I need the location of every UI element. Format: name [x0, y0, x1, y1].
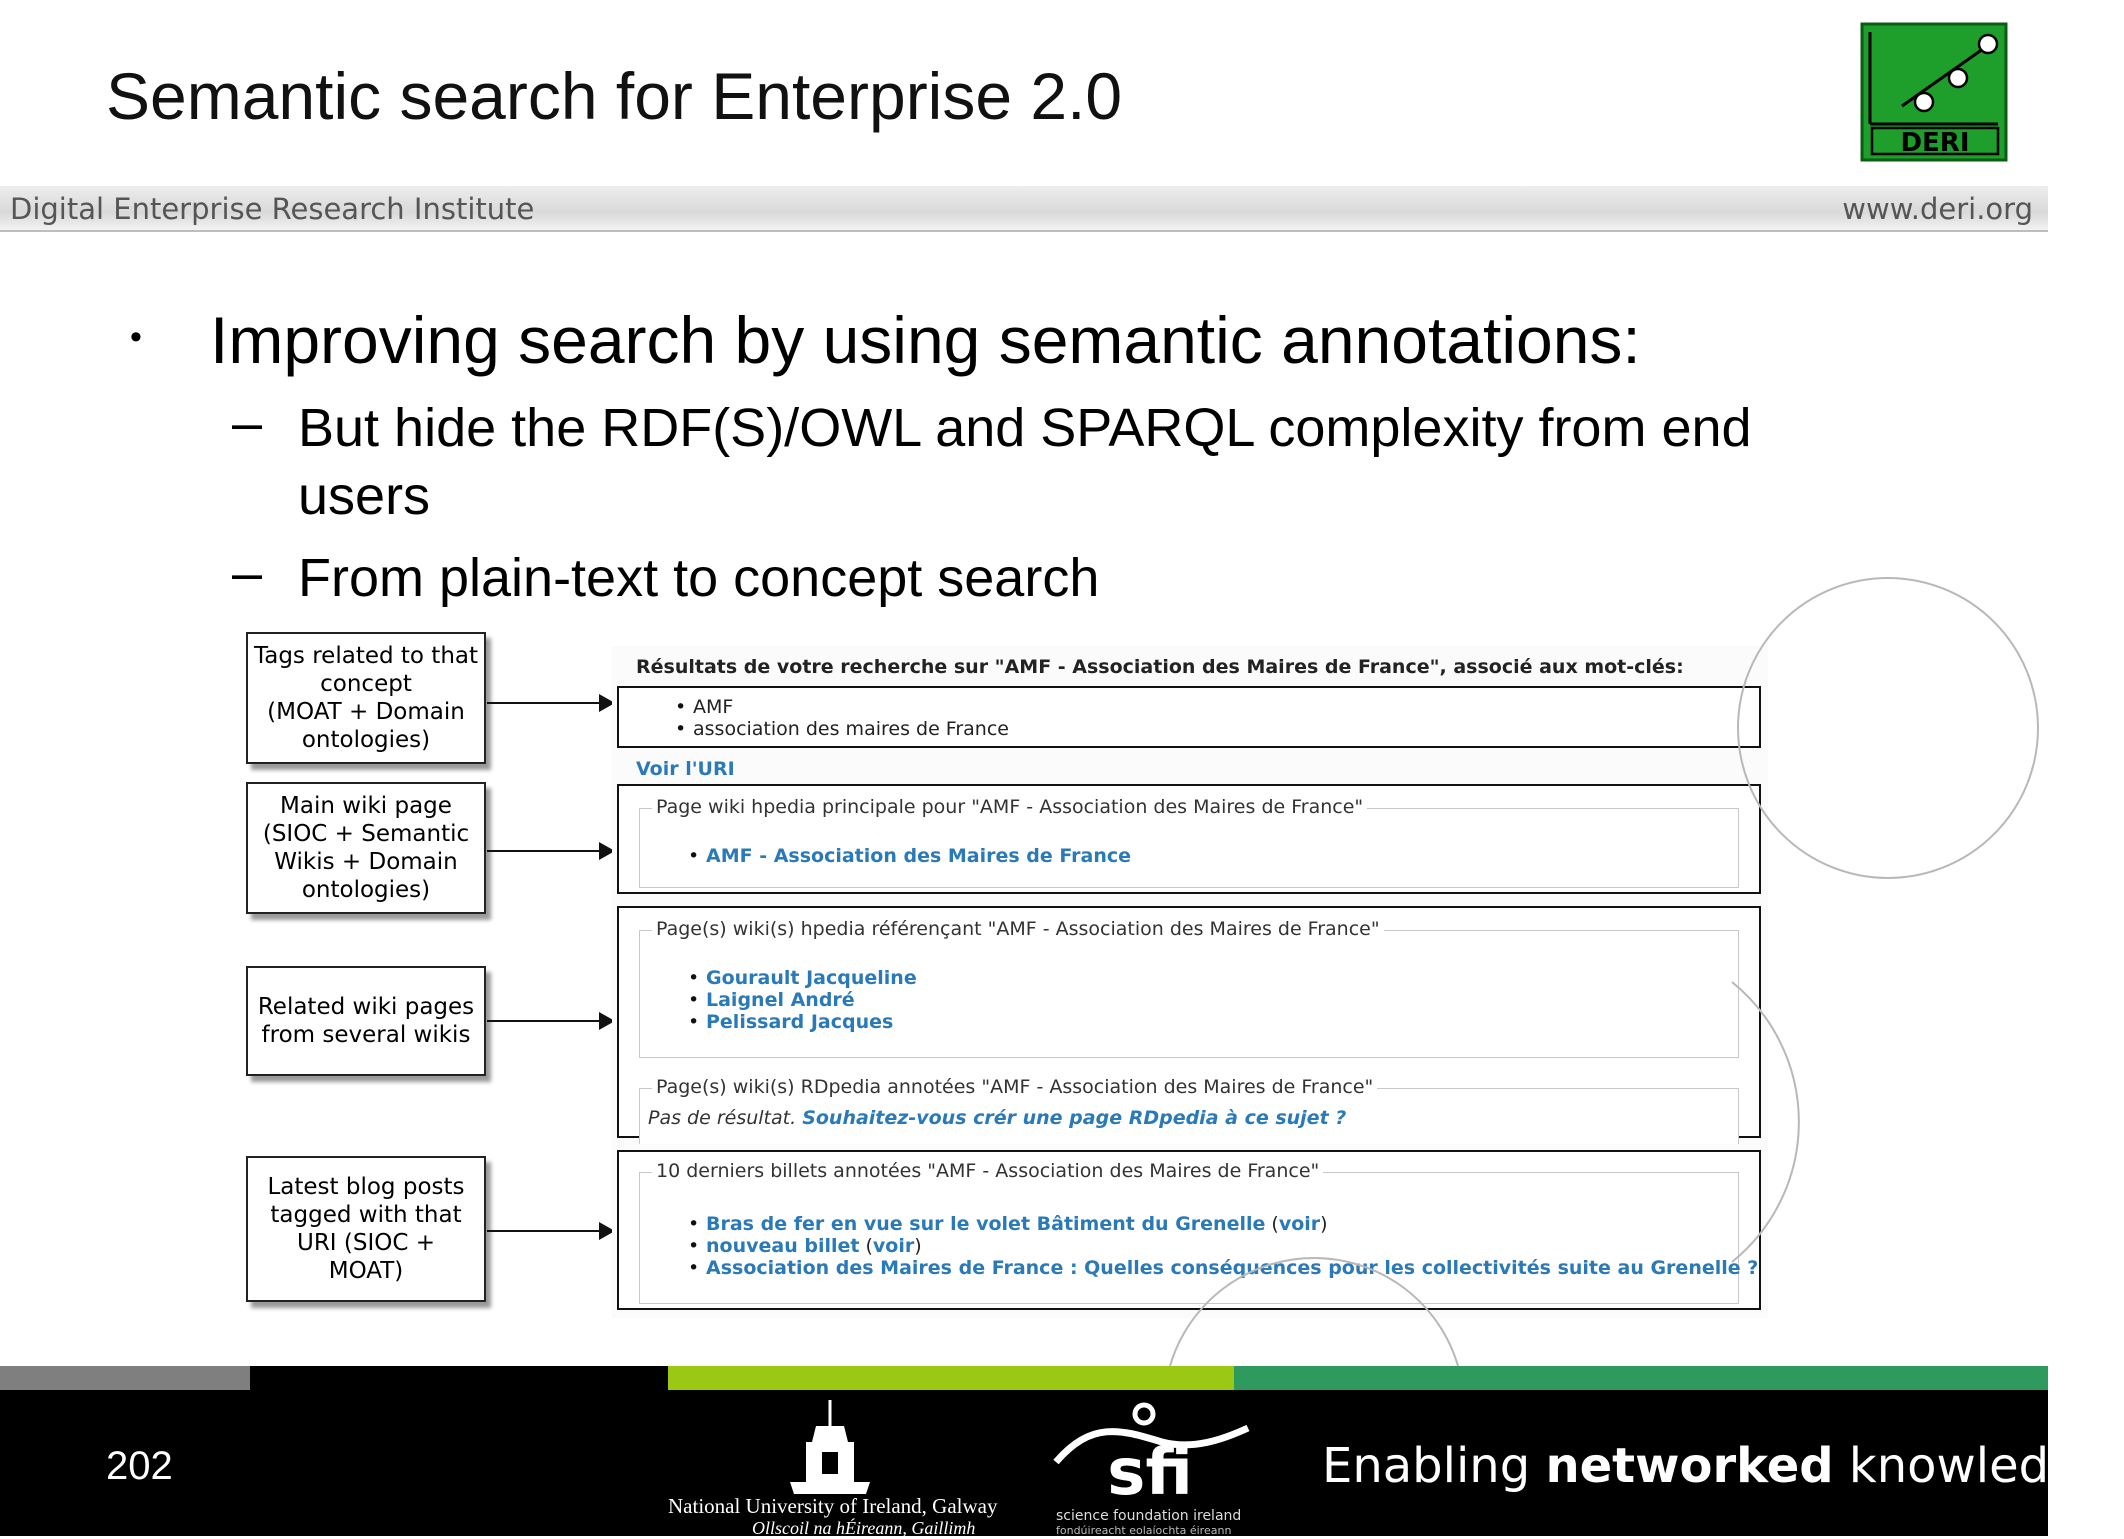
- callout-line: Wikis + Domain: [274, 849, 458, 875]
- arrow-icon: [487, 850, 611, 852]
- fieldset-legend: Page wiki hpedia principale pour "AMF - Association des Maires de France": [652, 796, 1367, 818]
- sub-bullet-1-line-1: But hide the RDF(S)/OWL and SPARQL complexity from end: [298, 398, 1752, 458]
- arrow-icon: [487, 702, 611, 704]
- callout-line: MOAT): [328, 1258, 404, 1284]
- blog-post-link[interactable]: Association des Maires de France : Quelles conséquences pour les collectivités suite au Grenelle ?: [706, 1257, 1759, 1279]
- website-link[interactable]: www.deri.org: [1842, 192, 2033, 226]
- callout-line: Main wiki page: [280, 793, 452, 819]
- ref-wiki-link[interactable]: Laignel André: [706, 989, 855, 1011]
- callout-line: URI (SIOC +: [296, 1230, 435, 1256]
- nui-name: National University of Ireland, Galway: [668, 1494, 998, 1518]
- institute-name: Digital Enterprise Research Institute: [10, 192, 535, 226]
- list-item: • AMF - Association des Maires de France: [688, 845, 1132, 867]
- main-wiki-fieldset: [639, 796, 1739, 888]
- footer-stripe: [0, 1366, 250, 1390]
- callout-line: (SIOC + Semantic: [262, 821, 470, 847]
- no-result-text: Pas de résultat. Souhaitez-vous crér une page RDpedia à ce sujet ?: [648, 1107, 1347, 1129]
- sfi-name: science foundation ireland: [1056, 1508, 1242, 1524]
- callout-line: ontologies): [301, 727, 431, 753]
- sfi-logo-icon: [1052, 1400, 1252, 1510]
- callout-line: concept: [320, 671, 412, 697]
- deri-logo-text: DERI: [1900, 128, 1970, 158]
- callout-line: Latest blog posts: [267, 1174, 465, 1200]
- hpedia-ref-fieldset: [639, 918, 1739, 1058]
- related-wiki-pages-box: [617, 906, 1761, 1138]
- list-item: • Association des Maires de France : Quelles conséquences pour les collectivités suite au Grenelle ?: [688, 1257, 1759, 1279]
- list-item: • Pelissard Jacques: [688, 1011, 894, 1033]
- slide-title: Semantic search for Enterprise 2.0: [106, 59, 1123, 133]
- tagline: Enabling networked knowledge.: [1322, 1438, 2124, 1494]
- list-item: • AMF: [675, 696, 734, 718]
- sfi-name-irish: fondúireacht eolaíochta éireann: [1056, 1524, 1232, 1537]
- blog-post-link[interactable]: nouveau billet: [706, 1235, 860, 1257]
- callout-related-wiki-pages: [246, 966, 486, 1076]
- main-wiki-link[interactable]: AMF - Association des Maires de France: [706, 845, 1132, 867]
- voir-link[interactable]: voir: [872, 1235, 915, 1257]
- list-item: • Gourault Jacqueline: [688, 967, 917, 989]
- blog-posts-box: [617, 1150, 1761, 1310]
- tags-box: [617, 686, 1761, 748]
- main-wiki-page-box: [617, 784, 1761, 894]
- tag-list: [675, 696, 1009, 740]
- fieldset-legend: 10 derniers billets annotées "AMF - Association des Maires de France": [652, 1160, 1323, 1182]
- list-item: • Bras de fer en vue sur le volet Bâtiment du Grenelle (voir): [688, 1213, 1328, 1235]
- footer-stripe: [250, 1366, 668, 1390]
- voir-link[interactable]: voir: [1278, 1213, 1321, 1235]
- footer-stripe: [668, 1366, 1234, 1390]
- fieldset-legend: Page(s) wiki(s) hpedia référençant "AMF - Association des Maires de France": [652, 918, 1384, 940]
- callout-line: from several wikis: [261, 1022, 471, 1048]
- nui-name-irish: Ollscoil na hÉireann, Gaillimh: [752, 1518, 976, 1538]
- page-number: 202: [106, 1444, 173, 1488]
- bullet-icon: •: [130, 318, 142, 356]
- callout-line: tagged with that: [270, 1202, 462, 1228]
- header-band: [0, 186, 2048, 232]
- callout-line: Tags related to that: [254, 643, 479, 669]
- callout-latest-blog-posts: [246, 1156, 486, 1302]
- svg-text:sfi: sfi: [1107, 1436, 1193, 1510]
- deri-logo-icon: [1862, 24, 2006, 160]
- results-heading: Résultats de votre recherche sur "AMF - Association des Maires de France", associé aux mot-clés:: [636, 656, 1684, 678]
- callout-line: Related wiki pages: [257, 994, 475, 1020]
- list-item: • association des maires de France: [675, 718, 1009, 740]
- callout-line: (MOAT + Domain: [267, 699, 465, 725]
- footer-stripe: [1234, 1366, 2048, 1390]
- callout-main-wiki-page: [246, 782, 486, 914]
- list-item: • nouveau billet (voir): [688, 1235, 922, 1257]
- arrow-icon: [487, 1230, 611, 1232]
- blog-fieldset: [639, 1160, 1759, 1304]
- sub-bullet-2: From plain-text to concept search: [298, 548, 1100, 608]
- dash-icon: –: [232, 543, 263, 603]
- fieldset-legend: Page(s) wiki(s) RDpedia annotées "AMF - Association des Maires de France": [652, 1076, 1377, 1098]
- dash-icon: –: [232, 393, 263, 453]
- sub-bullet-1-line-2: users: [298, 466, 431, 526]
- callout-tags: [246, 632, 486, 764]
- callout-line: ontologies): [301, 877, 431, 903]
- voir-uri-link[interactable]: Voir l'URI: [636, 758, 735, 780]
- arrow-icon: [487, 1020, 611, 1022]
- list-item: • Laignel André: [688, 989, 855, 1011]
- ref-wiki-link[interactable]: Pelissard Jacques: [706, 1011, 894, 1033]
- blog-post-link[interactable]: Bras de fer en vue sur le volet Bâtiment du Grenelle: [706, 1213, 1266, 1235]
- bullet-main: Improving search by using semantic annotations:: [210, 303, 1641, 377]
- create-page-link[interactable]: Souhaitez-vous crér une page RDpedia à ce sujet ?: [802, 1107, 1347, 1129]
- ref-wiki-link[interactable]: Gourault Jacqueline: [706, 967, 917, 989]
